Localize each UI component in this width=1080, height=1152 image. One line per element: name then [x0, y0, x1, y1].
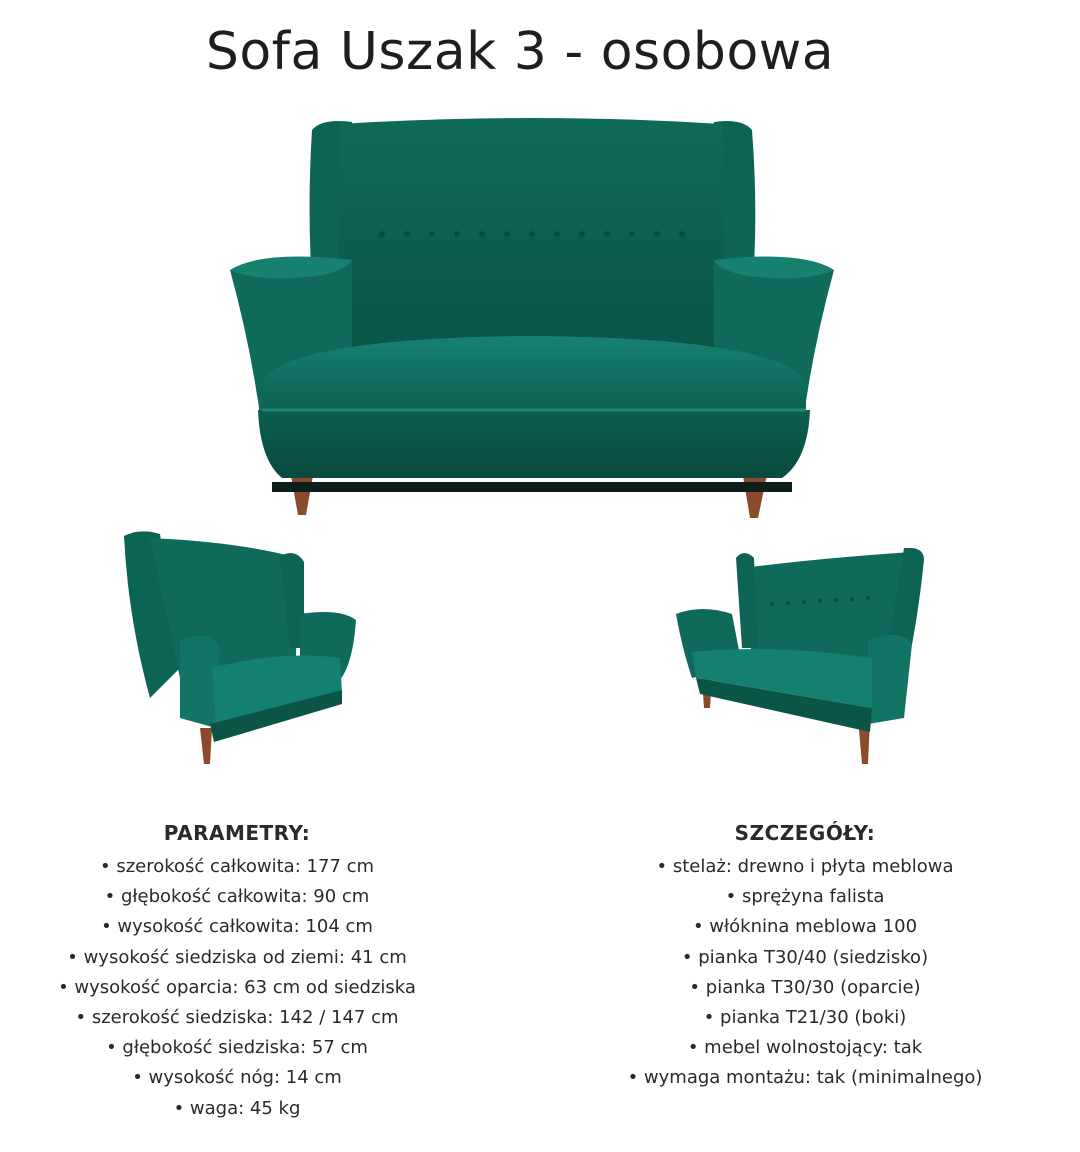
list-item: • waga: 45 kg — [32, 1094, 442, 1124]
list-item: • sprężyna falista — [600, 882, 1010, 912]
parametry-heading: PARAMETRY: — [163, 821, 311, 845]
list-item: • wysokość siedziska od ziemi: 41 cm — [32, 943, 442, 973]
list-item: • głębokość siedziska: 57 cm — [32, 1033, 442, 1063]
list-item: • wysokość całkowita: 104 cm — [32, 912, 442, 942]
sofa-left-angle-image — [120, 528, 360, 768]
list-item: • mebel wolnostojący: tak — [600, 1033, 1010, 1063]
list-item: • pianka T30/30 (oparcie) — [600, 973, 1010, 1003]
list-item: • pianka T21/30 (boki) — [600, 1003, 1010, 1033]
list-item: • wysokość oparcia: 63 cm od siedziska — [32, 973, 442, 1003]
sofa-front-image — [222, 110, 842, 522]
list-item: • pianka T30/40 (siedzisko) — [600, 943, 1010, 973]
szczegoly-list — [600, 852, 1010, 1094]
szczegoly-heading: SZCZEGÓŁY: — [734, 821, 876, 845]
parametry-list — [32, 852, 442, 1124]
szczegoly-section — [600, 820, 1010, 1094]
list-item: • głębokość całkowita: 90 cm — [32, 882, 442, 912]
list-item: • szerokość siedziska: 142 / 147 cm — [32, 1003, 442, 1033]
page-title: Sofa Uszak 3 - osobowa — [205, 22, 835, 82]
list-item: • włóknina meblowa 100 — [600, 912, 1010, 942]
sofa-right-angle-image — [672, 548, 930, 768]
list-item: • wymaga montażu: tak (minimalnego) — [600, 1063, 1010, 1093]
list-item: • szerokość całkowita: 177 cm — [32, 852, 442, 882]
parametry-section — [32, 820, 442, 1124]
list-item: • stelaż: drewno i płyta meblowa — [600, 852, 1010, 882]
list-item: • wysokość nóg: 14 cm — [32, 1063, 442, 1093]
